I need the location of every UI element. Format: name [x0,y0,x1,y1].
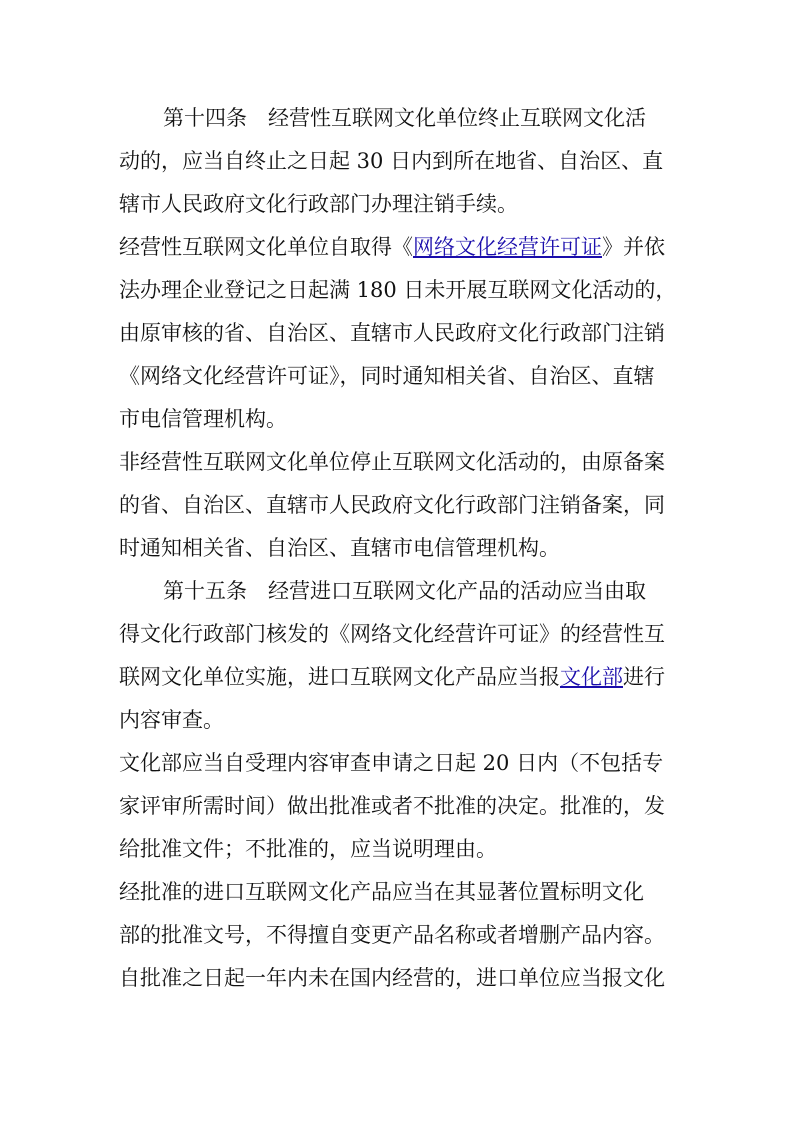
text-line: 辖市人民政府文化行政部门办理注销手续。 [119,192,518,216]
text-line: 文化部应当自受理内容审查申请之日起 20 日内（不包括专 [119,751,664,775]
text-line: 市电信管理机构。 [119,407,287,431]
text-line-with-link [119,233,665,261]
article-15-heading-line: 第十五条 经营进口互联网文化产品的活动应当由取 [163,579,646,603]
text-line: 给批准文件；不批准的，应当说明理由。 [119,837,497,861]
text-line: 非经营性互联网文化单位停止互联网文化活动的，由原备案 [119,450,665,474]
ministry-of-culture-link[interactable]: 文化部 [560,665,623,689]
article-14-heading-line: 第十四条 经营性互联网文化单位终止互联网文化活 [163,106,646,130]
text-line: 由原审核的省、自治区、直辖市人民政府文化行政部门注销 [119,321,665,345]
text-line: 法办理企业登记之日起满 180 日未开展互联网文化活动的， [119,278,677,302]
text-line: 动的，应当自终止之日起 30 日内到所在地省、自治区、直 [119,149,664,173]
text-segment: 进行 [623,665,665,689]
text-line: 部的批准文号，不得擅自变更产品名称或者增删产品内容。 [119,923,665,947]
text-line: 自批准之日起一年内未在国内经营的，进口单位应当报文化 [119,966,665,990]
text-line: 得文化行政部门核发的《网络文化经营许可证》的经营性互 [119,622,665,646]
text-line: 《网络文化经营许可证》，同时通知相关省、自治区、直辖 [119,364,655,388]
text-line: 家评审所需时间）做出批准或者不批准的决定。批准的，发 [119,794,665,818]
text-line: 时通知相关省、自治区、直辖市电信管理机构。 [119,536,560,560]
text-line: 的省、自治区、直辖市人民政府文化行政部门注销备案，同 [119,493,665,517]
text-line: 经批准的进口互联网文化产品应当在其显著位置标明文化 [119,880,644,904]
text-segment: 经营性互联网文化单位自取得《 [119,235,413,259]
text-segment: 》并依 [602,235,665,259]
license-link[interactable]: 网络文化经营许可证 [413,235,602,259]
text-line-with-link [119,663,665,691]
text-segment: 联网文化单位实施，进口互联网文化产品应当报 [119,665,560,689]
text-line: 内容审查。 [119,708,224,732]
